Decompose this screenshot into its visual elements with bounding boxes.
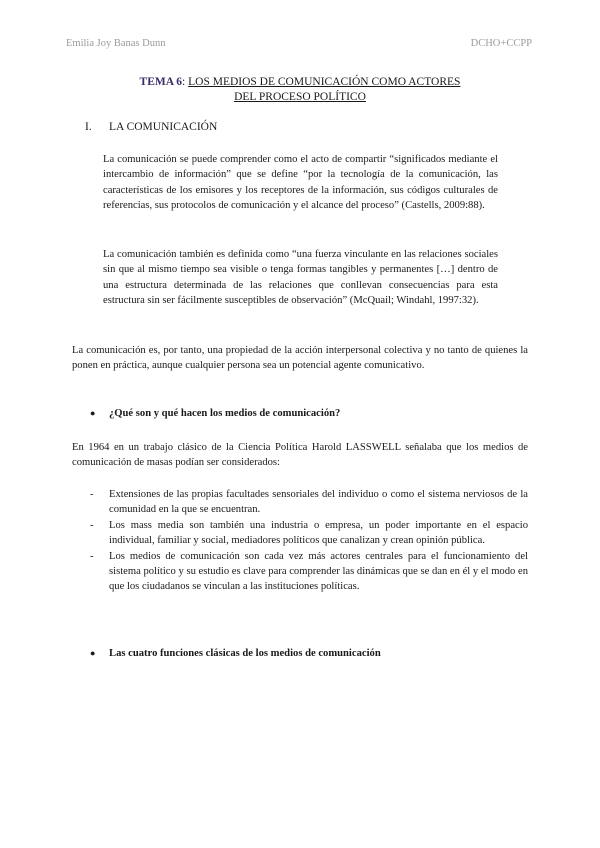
title-separator: : (182, 76, 189, 88)
list-item-text: Extensiones de las propias facultades sensoriales del individuo o como el sistema nerviosos de la comunidad en la que se encuentran. (109, 489, 528, 516)
dash-icon: - (90, 519, 94, 531)
quote-mcquail: La comunicación también es definida como “una fuerza vinculante en las relaciones sociales sin que al mismo tiempo sea visible o tenga formas tangibles y permanentes […] dentro de una estructura determinada de las relaciones que conllevan consecuencias para esta estructura sin ser fácilmente susceptibles de observación” (McQuail; Windahl, 1997:32). (103, 249, 498, 307)
section-number: I. (85, 121, 92, 133)
bullet-icon: ● (90, 408, 96, 418)
list-item (90, 518, 528, 549)
bullet-icon: ● (90, 648, 96, 658)
document-title (60, 75, 540, 105)
list-item-text: Los mass media son también una industria o empresa, un poder importante en el espacio individual, familiar y social, mediadores políticos que canalizan y crean opinión pública. (109, 519, 528, 547)
header-course: DCHO+CCPP (470, 38, 532, 49)
bullet-heading-funciones (90, 648, 381, 659)
title-label: TEMA 6 (139, 76, 183, 88)
paragraph-comunicacion: La comunicación es, por tanto, una propiedad de la acción interpersonal colectiva y no tanto de quienes la ponen en práctica, aunque cualquier persona sea un potencial agente comunicativo. (72, 345, 528, 372)
list-item-text: Los medios de comunicación son cada vez más actores centrales para el funcionamiento del sistema político y su estudio es clave para comprender las dinámicas que se dan en él y el modo en que los ciudadanos se vinculan a las instituciones políticas. (109, 550, 528, 593)
header-author: Emilia Joy Banas Dunn (66, 38, 166, 49)
quote-castells: La comunicación se puede comprender como el acto de compartir “significados mediante el intercambio de información” que se define “por la tecnología de la comunicación, las características de los emisores y los receptores de la información, sus códigos culturales de referencias, sus protocolos de comunicación y el alcance del proceso” (Castells, 2009:88). (103, 154, 498, 212)
bullet-heading-medios (90, 408, 340, 419)
title-line-2: DEL PROCESO POLÍTICO (234, 91, 366, 103)
dash-icon: - (90, 489, 94, 500)
lasswell-list (90, 487, 528, 595)
list-item (90, 549, 528, 595)
list-item (90, 487, 528, 518)
title-line-1: LOS MEDIOS DE COMUNICACIÓN COMO ACTORES (188, 76, 461, 88)
paragraph-lasswell: En 1964 en un trabajo clásico de la Ciencia Política Harold LASSWELL señalaba que los medios de comunicación de masas podían ser considerados: (72, 442, 528, 469)
dash-icon: - (90, 550, 94, 562)
section-title: LA COMUNICACIÓN (109, 121, 218, 133)
bullet-heading-text: Las cuatro funciones clásicas de los medios de comunicación (109, 648, 381, 659)
bullet-heading-text: ¿Qué son y qué hacen los medios de comunicación? (109, 408, 341, 419)
section-heading (85, 121, 217, 133)
